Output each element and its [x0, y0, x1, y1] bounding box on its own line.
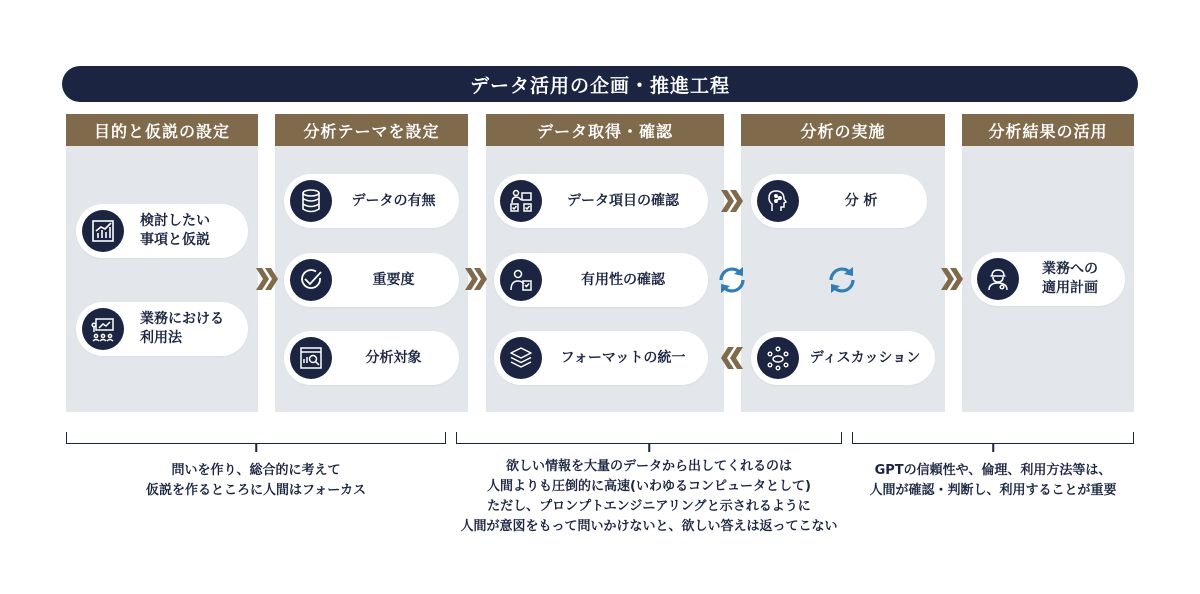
column-heading: 目的と仮説の設定 — [66, 114, 258, 146]
chevron-right-icon — [939, 266, 965, 292]
item-data-availability — [284, 174, 459, 228]
item-label: フォーマットの統一 — [560, 349, 686, 366]
item-importance — [284, 253, 459, 307]
bar-chart-icon — [82, 210, 124, 252]
column-purpose-hypothesis — [66, 114, 258, 412]
column-heading: データ取得・確認 — [486, 114, 724, 146]
user-checklist-icon — [500, 259, 542, 301]
item-analysis — [751, 174, 927, 228]
discussion-group-icon — [757, 337, 799, 379]
item-label: ディスカッション — [809, 349, 921, 366]
item-label: 分 析 — [844, 192, 878, 209]
worker-icon — [977, 258, 1019, 300]
item-label: 有用性の確認 — [581, 271, 665, 288]
item-analysis-target — [284, 331, 459, 385]
bracket-middle — [456, 432, 842, 444]
item-label: 分析対象 — [365, 349, 422, 366]
database-icon — [290, 180, 332, 222]
layers-icon — [500, 337, 542, 379]
column-heading: 分析の実施 — [741, 114, 945, 146]
item-business-application-plan — [971, 252, 1125, 306]
note-computer-speed: 欲しい情報を大量のデータから出してくれるのは 人間よりも圧倒的に高速(いわゆるコンピュータとして) ただし、プロンプトエンジニアリングと示されるように 人間が意図をもって問いかけないと、欲しい答えは返ってこない — [460, 459, 838, 535]
chevron-right-icon — [719, 188, 745, 214]
item-label: データ項目の確認 — [567, 192, 679, 209]
item-usefulness-check — [494, 253, 708, 307]
column-heading: 分析結果の活用 — [962, 114, 1134, 146]
analysis-window-icon — [290, 337, 332, 379]
data-review-icon — [500, 180, 542, 222]
chevron-right-icon — [254, 266, 280, 292]
item-label: 重要度 — [372, 271, 415, 288]
bracket-right — [852, 432, 1134, 444]
bracket-left — [66, 432, 446, 444]
item-business-usage — [76, 302, 248, 356]
column-heading: 分析テーマを設定 — [275, 114, 468, 146]
item-label: 業務における 利用法 — [140, 311, 224, 346]
presentation-icon — [82, 308, 124, 350]
cycle-arrows-icon — [826, 264, 858, 296]
cycle-arrows-icon — [716, 264, 748, 296]
item-label: データの有無 — [351, 192, 436, 209]
item-format-unify — [494, 331, 708, 385]
item-data-field-check — [494, 174, 708, 228]
note-human-judgement: GPTの信頼性や、倫理、利用方法等は、 人間が確認・判断し、利用することが重要 — [869, 463, 1117, 499]
chevron-left-icon — [719, 345, 745, 371]
note-human-focus: 問いを作り、総合的に考えて 仮説を作るところに人間はフォーカス — [145, 463, 367, 499]
chevron-right-icon — [463, 266, 489, 292]
ai-head-icon — [757, 180, 799, 222]
item-label: 業務への 適用計画 — [1042, 261, 1098, 296]
checkmark-icon — [290, 259, 332, 301]
item-discussion — [751, 331, 935, 385]
process-title: データ活用の企画・推進工程 — [62, 66, 1138, 102]
item-label: 検討したい 事項と仮説 — [140, 213, 210, 248]
item-hypothesis — [76, 204, 248, 258]
